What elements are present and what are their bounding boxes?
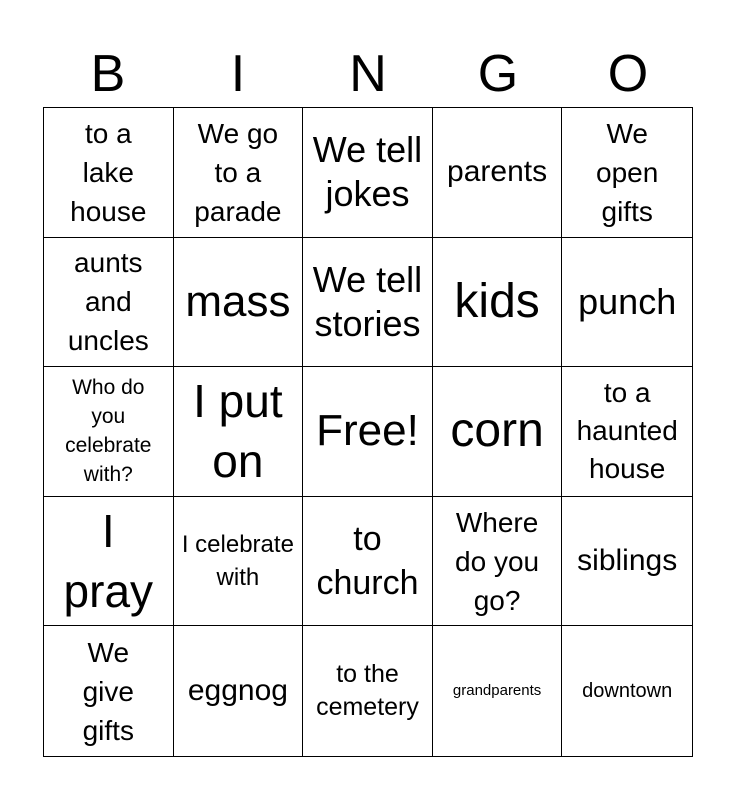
bingo-cell[interactable] — [303, 497, 433, 627]
bingo-cell[interactable] — [562, 497, 692, 627]
cell-text: kids — [454, 274, 540, 328]
bingo-cell[interactable] — [562, 108, 692, 238]
cell-text: I put on — [193, 375, 283, 488]
cell-text: to a lake house — [70, 117, 147, 227]
bingo-board — [43, 107, 693, 757]
bingo-cell[interactable] — [44, 108, 174, 238]
free-space-text: Free! — [316, 406, 419, 456]
cell-text: aunts and uncles — [67, 247, 149, 357]
cell-text: parents — [447, 155, 548, 189]
bingo-cell[interactable] — [44, 497, 174, 627]
cell-text: to a haunted house — [576, 377, 678, 485]
bingo-cell[interactable] — [433, 497, 563, 627]
header-letter-i: I — [230, 45, 246, 103]
cell-text: We tell jokes — [312, 129, 423, 215]
bingo-cell[interactable] — [303, 108, 433, 238]
cell-text: Where do you go? — [455, 506, 540, 616]
cell-text: I celebrate with — [181, 531, 294, 592]
bingo-cell[interactable] — [562, 626, 692, 756]
bingo-cell[interactable] — [433, 367, 563, 497]
cell-text: to the cemetery — [316, 660, 419, 722]
cell-text: punch — [578, 280, 677, 322]
cell-text: We open gifts — [596, 117, 659, 227]
cell-text: Who do you celebrate with? — [65, 376, 152, 487]
cell-text: I pray — [63, 505, 154, 618]
bingo-cell[interactable] — [303, 626, 433, 756]
cell-text: eggnog — [187, 674, 288, 708]
cell-text: downtown — [582, 680, 673, 703]
header-letter-n: N — [349, 45, 387, 103]
bingo-cell[interactable] — [174, 626, 304, 756]
free-space-cell[interactable] — [303, 367, 433, 497]
cell-text: We go to a parade — [194, 117, 282, 227]
header-letter-g: G — [477, 45, 519, 103]
cell-text: mass — [185, 276, 291, 326]
bingo-cell[interactable] — [562, 238, 692, 368]
cell-text: We give gifts — [82, 636, 134, 746]
bingo-cell[interactable] — [174, 497, 304, 627]
cell-text: We tell stories — [312, 258, 423, 344]
bingo-cell[interactable] — [174, 108, 304, 238]
cell-text: siblings — [577, 544, 678, 578]
bingo-header — [43, 40, 693, 108]
bingo-cell[interactable] — [174, 367, 304, 497]
cell-text: grandparents — [452, 682, 542, 700]
bingo-cell[interactable] — [433, 108, 563, 238]
bingo-cell[interactable] — [303, 238, 433, 368]
bingo-cell[interactable] — [174, 238, 304, 368]
bingo-cell[interactable] — [562, 367, 692, 497]
bingo-cell[interactable] — [44, 238, 174, 368]
bingo-cell[interactable] — [433, 626, 563, 756]
cell-text: corn — [450, 404, 544, 458]
bingo-cell[interactable] — [433, 238, 563, 368]
header-letter-b: B — [90, 45, 126, 103]
bingo-cell[interactable] — [44, 626, 174, 756]
header-letter-o: O — [607, 45, 649, 103]
cell-text: to church — [316, 520, 419, 603]
bingo-cell[interactable] — [44, 367, 174, 497]
